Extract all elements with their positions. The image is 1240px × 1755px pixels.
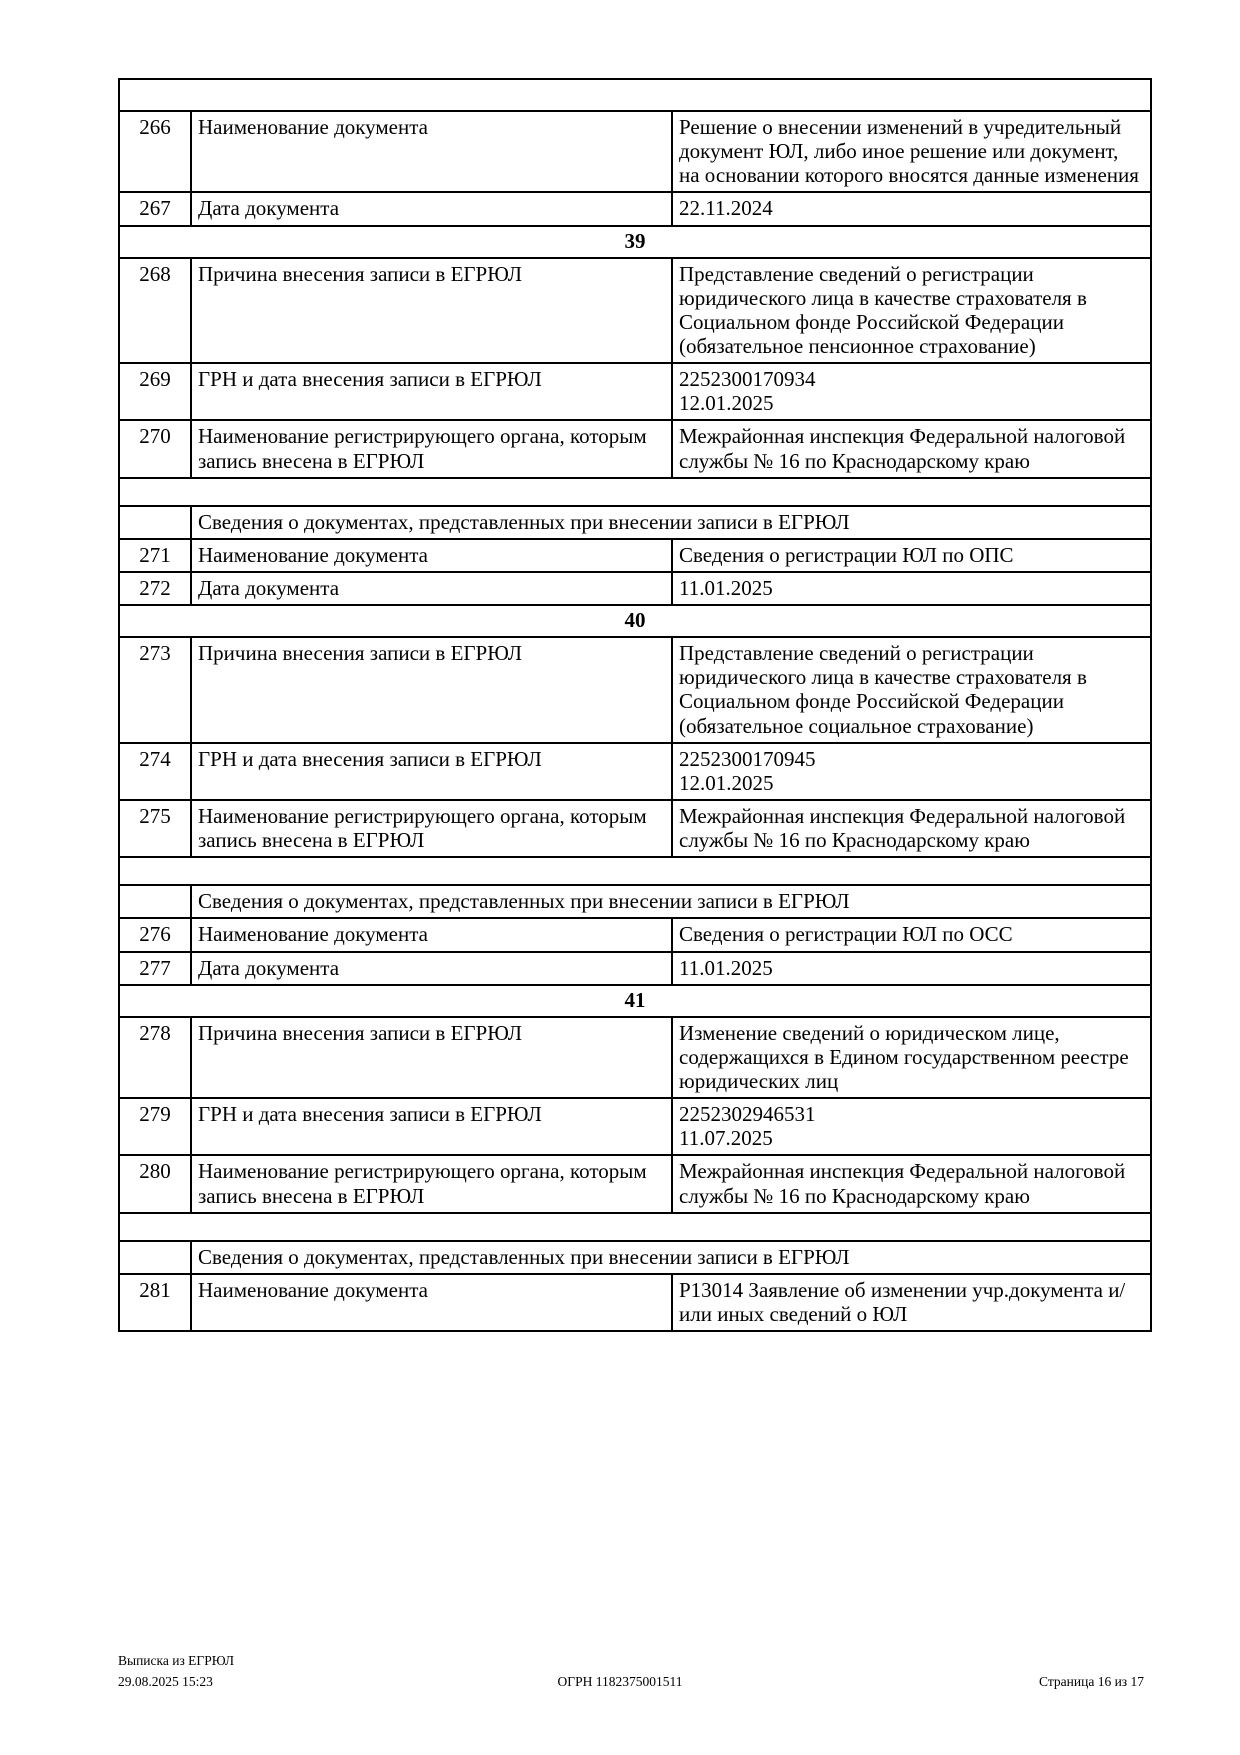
attribute-value-line: Решение о внесении изменений в учредительный документ ЮЛ, либо иное решение или документ, на основании которого вносятся данные изменения [679, 115, 1139, 188]
record-row [119, 572, 1151, 605]
record-row [119, 192, 1151, 225]
attribute-value-line: 11.01.2025 [679, 955, 773, 980]
section-number-row [119, 985, 1151, 1017]
attribute-value-line: Сведения о регистрации ЮЛ по ОПС [679, 542, 1014, 567]
attribute-value-cell [672, 1098, 1151, 1155]
record-row [119, 800, 1151, 857]
attribute-value-line: 12.01.2025 [679, 391, 774, 416]
attribute-value-line: 11.07.2025 [679, 1126, 773, 1151]
section-number-row [119, 605, 1151, 637]
documents-subheader-row [119, 1241, 1151, 1274]
attribute-value-line: Сведения о регистрации ЮЛ по ОСС [679, 922, 1013, 947]
row-number-cell: 270 [119, 420, 191, 477]
attribute-value-line: Представление сведений о регистрации юридического лица в качестве страхователя в Социальном фонде Российской Федерации (обязательное пенсионное страхование) [679, 261, 1087, 358]
row-number-cell: 266 [119, 111, 191, 192]
attribute-label-cell: Причина внесения записи в ЕГРЮЛ [191, 1017, 672, 1098]
attribute-value-cell [672, 918, 1151, 951]
row-number-cell: 279 [119, 1098, 191, 1155]
attribute-value-cell [672, 258, 1151, 364]
attribute-value-cell [672, 572, 1151, 605]
attribute-value-cell [672, 1274, 1151, 1331]
attribute-label-cell: Дата документа [191, 952, 672, 985]
record-row [119, 539, 1151, 572]
record-row [119, 363, 1151, 420]
attribute-label-cell: Наименование регистрирующего органа, которым запись внесена в ЕГРЮЛ [191, 800, 672, 857]
spacer-row [119, 857, 1151, 885]
attribute-value-cell [672, 363, 1151, 420]
row-number-cell: 272 [119, 572, 191, 605]
attribute-value-line: 2252300170934 [679, 367, 816, 392]
attribute-value-line: 2252300170945 [679, 746, 816, 771]
empty-number-cell [119, 885, 191, 918]
record-row [119, 1274, 1151, 1331]
attribute-label-cell: Наименование документа [191, 1274, 672, 1331]
record-row [119, 918, 1151, 951]
spacer-row [119, 1213, 1151, 1241]
footer-page-number: Страница 16 из 17 [1039, 1674, 1144, 1689]
attribute-value-line: Межрайонная инспекция Федеральной налоговой службы № 16 по Краснодарскому краю [679, 1159, 1126, 1208]
record-row [119, 420, 1151, 477]
attribute-value-line: 22.11.2024 [679, 196, 773, 221]
egrul-table-body [119, 79, 1151, 1331]
row-number-cell: 269 [119, 363, 191, 420]
record-row [119, 1098, 1151, 1155]
attribute-value-line: 12.01.2025 [679, 770, 774, 795]
attribute-value-cell [672, 539, 1151, 572]
attribute-value-cell [672, 1155, 1151, 1212]
documents-subheader-row [119, 885, 1151, 918]
record-row [119, 111, 1151, 192]
row-number-cell: 267 [119, 192, 191, 225]
attribute-value-cell [672, 952, 1151, 985]
row-number-cell: 273 [119, 637, 191, 743]
attribute-label-cell: Дата документа [191, 572, 672, 605]
record-row [119, 637, 1151, 743]
row-number-cell: 268 [119, 258, 191, 364]
section-number: 40 [119, 605, 1151, 637]
attribute-value-cell [672, 800, 1151, 857]
row-number-cell: 276 [119, 918, 191, 951]
row-number-cell: 271 [119, 539, 191, 572]
record-row [119, 1017, 1151, 1098]
attribute-value-line: Р13014 Заявление об изменении учр.документа и/или иных сведений о ЮЛ [679, 1277, 1126, 1326]
attribute-value-cell [672, 420, 1151, 477]
section-number-row [119, 226, 1151, 258]
row-number-cell: 274 [119, 743, 191, 800]
footer-doc-title: Выписка из ЕГРЮЛ [118, 1653, 235, 1668]
record-row [119, 952, 1151, 985]
section-number: 41 [119, 985, 1151, 1017]
spacer-cell [119, 857, 1151, 885]
attribute-value-line: Представление сведений о регистрации юридического лица в качестве страхователя в Социальном фонде Российской Федерации (обязательное социальное страхование) [679, 641, 1087, 738]
attribute-label-cell: Наименование регистрирующего органа, которым запись внесена в ЕГРЮЛ [191, 420, 672, 477]
row-number-cell: 275 [119, 800, 191, 857]
attribute-label-cell: Наименование документа [191, 539, 672, 572]
row-number-cell: 278 [119, 1017, 191, 1098]
attribute-value-cell [672, 111, 1151, 192]
attribute-value-line: 11.01.2025 [679, 575, 773, 600]
attribute-value-line: Межрайонная инспекция Федеральной налоговой службы № 16 по Краснодарскому краю [679, 424, 1126, 473]
empty-number-cell [119, 506, 191, 539]
attribute-label-cell: Причина внесения записи в ЕГРЮЛ [191, 258, 672, 364]
record-row [119, 258, 1151, 364]
attribute-value-line: Межрайонная инспекция Федеральной налоговой службы № 16 по Краснодарскому краю [679, 803, 1126, 853]
egrul-records-table [118, 78, 1152, 1332]
attribute-value-line: 2252302946531 [679, 1102, 816, 1127]
attribute-label-cell: ГРН и дата внесения записи в ЕГРЮЛ [191, 743, 672, 800]
row-number-cell: 281 [119, 1274, 191, 1331]
documents-subheader-label: Сведения о документах, представленных при внесении записи в ЕГРЮЛ [191, 885, 1151, 918]
attribute-label-cell: Наименование документа [191, 918, 672, 951]
documents-subheader-label: Сведения о документах, представленных при внесении записи в ЕГРЮЛ [191, 506, 1151, 539]
spacer-cell [119, 79, 1151, 111]
empty-number-cell [119, 1241, 191, 1274]
attribute-label-cell: ГРН и дата внесения записи в ЕГРЮЛ [191, 1098, 672, 1155]
record-row [119, 743, 1151, 800]
attribute-label-cell: ГРН и дата внесения записи в ЕГРЮЛ [191, 363, 672, 420]
attribute-label-cell: Наименование регистрирующего органа, которым запись внесена в ЕГРЮЛ [191, 1155, 672, 1212]
spacer-cell [119, 1213, 1151, 1241]
attribute-value-line: Изменение сведений о юридическом лице, содержащихся в Едином государственном реестре юридических лиц [679, 1020, 1129, 1093]
spacer-cell [119, 478, 1151, 506]
row-number-cell: 277 [119, 952, 191, 985]
attribute-label-cell: Дата документа [191, 192, 672, 225]
attribute-value-cell [672, 192, 1151, 225]
section-number: 39 [119, 226, 1151, 258]
footer-extract-datetime: 29.08.2025 15:23 [118, 1674, 213, 1689]
attribute-label-cell: Причина внесения записи в ЕГРЮЛ [191, 637, 672, 743]
attribute-value-cell [672, 637, 1151, 743]
documents-subheader-row [119, 506, 1151, 539]
spacer-row [119, 478, 1151, 506]
attribute-value-cell [672, 743, 1151, 800]
documents-subheader-label: Сведения о документах, представленных при внесении записи в ЕГРЮЛ [191, 1241, 1151, 1274]
attribute-value-cell [672, 1017, 1151, 1098]
footer-ogrn: ОГРН 1182375001511 [557, 1674, 683, 1689]
spacer-row [119, 79, 1151, 111]
row-number-cell: 280 [119, 1155, 191, 1212]
record-row [119, 1155, 1151, 1212]
attribute-label-cell: Наименование документа [191, 111, 672, 192]
